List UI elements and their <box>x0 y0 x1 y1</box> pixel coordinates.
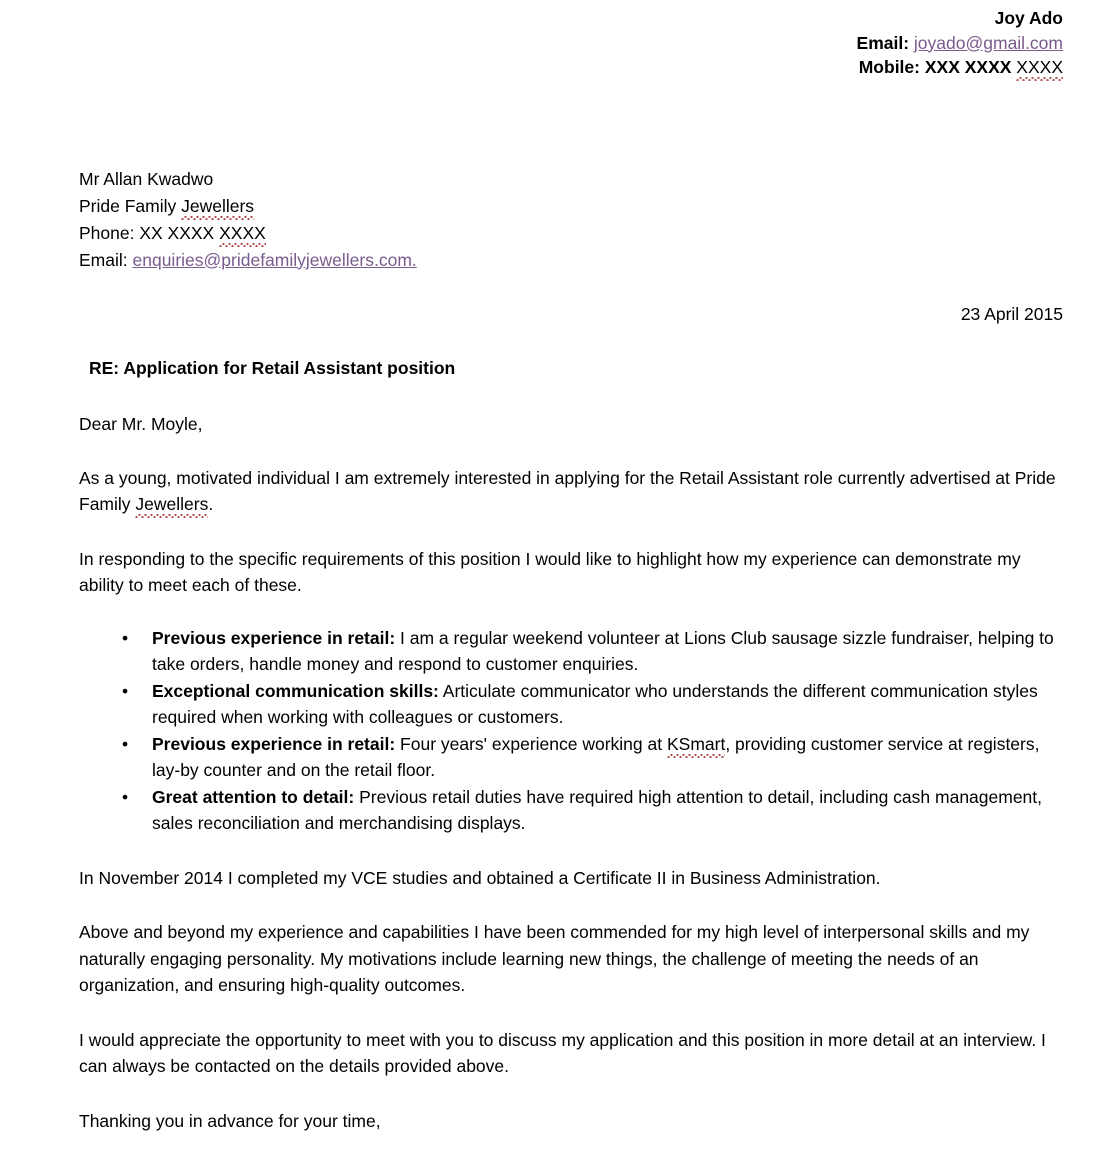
sender-mobile-label: Mobile: <box>858 57 920 77</box>
recipient-block <box>79 166 1063 274</box>
paragraph-intro <box>79 437 1063 518</box>
sender-email-line <box>79 31 1063 56</box>
list-item <box>79 678 1063 731</box>
sender-email-link[interactable]: joyado@gmail.com <box>913 32 1063 53</box>
recipient-email-link[interactable]: enquiries@pridefamilyjewellers.com. <box>132 249 417 270</box>
list-item-lead: Previous experience in retail: <box>152 733 396 754</box>
subject-line: RE: Application for Retail Assistant position <box>89 357 456 378</box>
sender-email-label: Email: <box>856 32 910 53</box>
recipient-email-line <box>79 247 1063 274</box>
list-item-misspelled: KSmart <box>666 733 726 754</box>
list-item-lead: Great attention to detail: <box>152 786 355 807</box>
recipient-phone-suffix: XXXX <box>219 222 266 243</box>
list-item-text-a: Four years' experience working at <box>395 733 667 754</box>
sender-name: Joy Ado <box>994 8 1063 28</box>
recipient-phone-label: Phone: <box>79 222 135 243</box>
list-item-text: Articulate communicator who understands the different communication styles required when working with colleagues or customers. <box>152 680 1038 727</box>
sender-mobile-value-suffix: XXXX <box>1016 57 1063 77</box>
recipient-phone-line <box>79 220 1063 247</box>
list-item-text: I am a regular weekend volunteer at Lions Club sausage sizzle fundraiser, helping to take orders, handle money and respond to customer enquiries. <box>152 627 1054 674</box>
document-body <box>79 0 1063 1134</box>
list-item <box>79 731 1063 784</box>
bullet-icon: • <box>122 786 129 807</box>
paragraph-request-interview: I would appreciate the opportunity to meet with you to discuss my application and this position in more detail at an interview. I can always be contacted on the details provided above. <box>79 1029 1046 1076</box>
paragraph-intro-part-c: . <box>208 494 214 514</box>
bullet-icon: • <box>122 680 129 701</box>
paragraph-intro-part-a: As a young, motivated individual I am extremely interested in applying for the Retail Assistant role currently advertised at Pride Family <box>79 467 1056 514</box>
paragraph-intro-misspelled: Jewellers <box>135 494 209 514</box>
bullet-icon: • <box>122 627 129 648</box>
salutation: Dear Mr. Moyle, <box>79 413 203 434</box>
list-item-lead: Exceptional communication skills: <box>152 680 439 701</box>
recipient-company-misspelled: Jewellers <box>181 195 255 216</box>
sender-name-line <box>79 6 1063 31</box>
paragraph-strengths: Above and beyond my experience and capabilities I have been commended for my high level of interpersonal skills and my naturally engaging personality. My motivations include learning new things, the challenge of meeting the needs of an organization, and ensuring high-quality outcomes. <box>79 922 1030 995</box>
recipient-phone-prefix: XX XXXX <box>134 222 220 243</box>
recipient-company-line <box>79 193 1063 220</box>
list-item <box>79 784 1063 837</box>
paragraph-requirements: In responding to the specific requirements of this position I would like to highlight how my experience can demonstrate my ability to meet each of these. <box>79 548 1021 595</box>
list-item-text-b: , providing customer service at registers, lay-by counter and on the retail floor. <box>152 733 1040 780</box>
recipient-company-prefix: Pride Family <box>79 195 182 216</box>
letter-date: 23 April 2015 <box>960 303 1063 324</box>
sender-mobile-line <box>79 55 1063 80</box>
closing-thanks: Thanking you in advance for your time, <box>79 1110 381 1131</box>
list-item <box>79 625 1063 678</box>
sender-mobile-value-prefix: XXX XXXX <box>924 57 1017 77</box>
strengths-list <box>79 599 1063 837</box>
recipient-email-label: Email: <box>79 249 128 270</box>
sender-contact-block <box>79 0 1063 80</box>
paragraph-education: In November 2014 I completed my VCE studies and obtained a Certificate II in Business Administration. <box>79 867 881 888</box>
recipient-name: Mr Allan Kwadwo <box>79 168 214 189</box>
list-item-text: Previous retail duties have required high attention to detail, including cash management, sales reconciliation and merchandising displays. <box>152 786 1043 833</box>
list-item-lead: Previous experience in retail: <box>152 627 396 648</box>
bullet-icon: • <box>122 733 129 754</box>
